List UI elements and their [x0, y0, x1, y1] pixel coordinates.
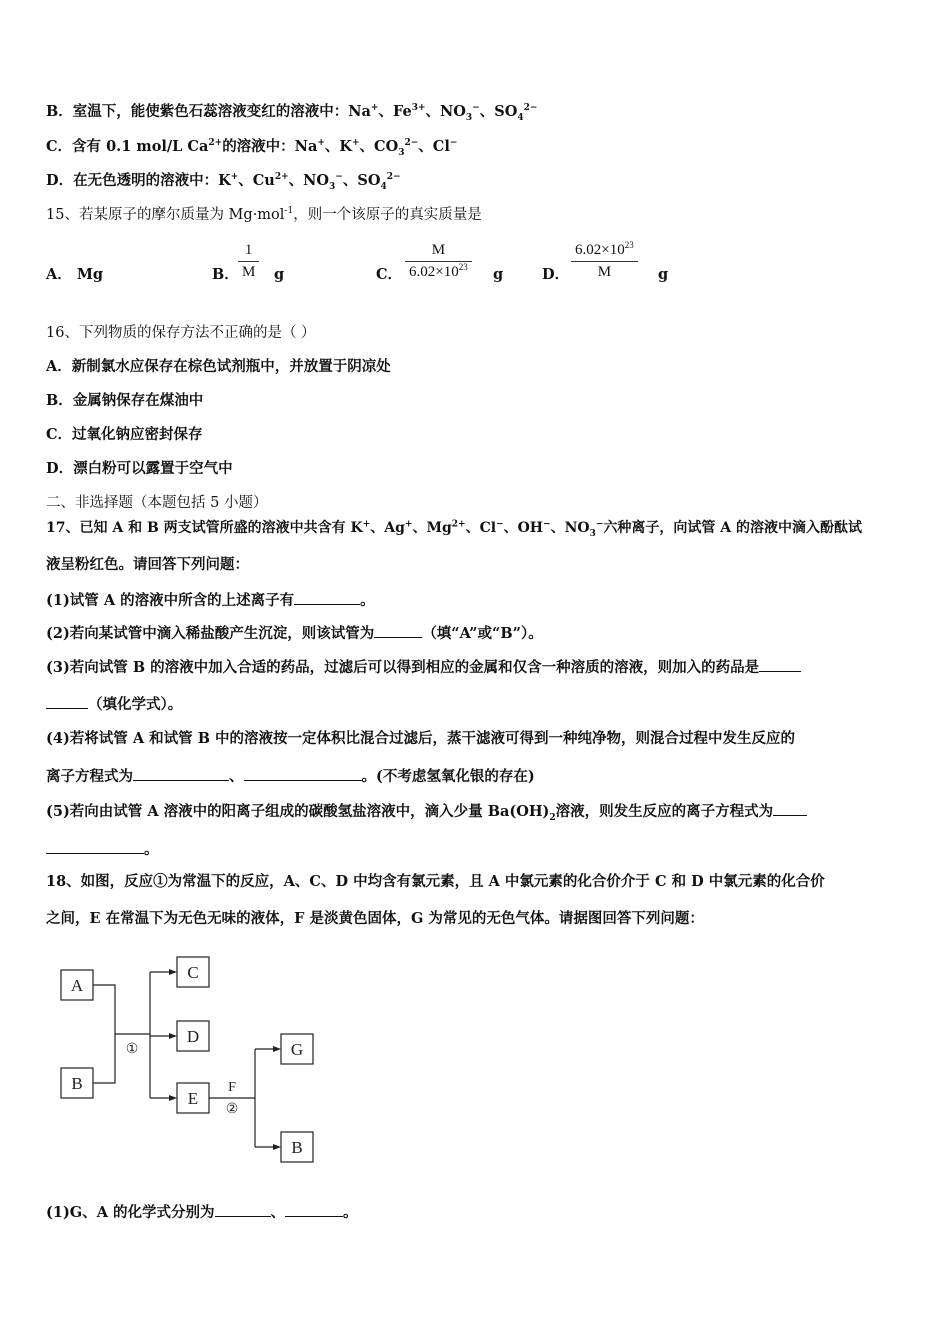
- label-c: C: [187, 963, 199, 982]
- q18-stem-line1: 18、如图，反应①为常温下的反应，A、C、D 中均含有氯元素，且 A 中氯元素的化合价介于 C 和 D 中氯元素的化合价: [46, 873, 825, 890]
- q17-part4-cont: 离子方程式为 、 。(不考虑氢氧化银的存在): [46, 768, 535, 785]
- q17-stem-line1: 17、已知 A 和 B 两支试管所盛的溶液中共含有 K+、Ag+、$Mg^{2+}$、Cl−、OH−、$NO_3^-$六种离子，向试管 A 的溶液中滴入酚酞试: [46, 519, 862, 539]
- label-b: B: [71, 1074, 83, 1093]
- label-d: D: [186, 1027, 200, 1046]
- q15-option-c-unit: g: [493, 266, 504, 283]
- reaction-2-label: ②: [225, 1102, 239, 1117]
- q18-reaction-diagram: [55, 950, 345, 1170]
- q17-part3-cont: （填化学式）。: [46, 694, 182, 715]
- q15-option-b-label: B．: [212, 266, 239, 283]
- q15-option-b-unit: g: [274, 266, 285, 283]
- reagent-f-label: F: [228, 1080, 236, 1095]
- reaction-1-label: ①: [125, 1042, 139, 1057]
- q17-stem-line2: 液呈粉红色。请回答下列问题：: [46, 556, 249, 573]
- q18-stem-line2: 之间，E 在常温下为无色无味的液体，F 是淡黄色固体，G 为常见的无色气体。请据图回答下列问题：: [46, 910, 704, 927]
- q15-option-d-unit: g: [658, 266, 669, 283]
- q14-option-b: B．室温下，能使紫色石蕊溶液变红的溶液中：Na+、$Fe^{3+}$、$NO_3^-$、$SO_4^{2-}$: [46, 103, 538, 123]
- q17-part5: (5)若向由试管 A 溶液中的阳离子组成的碳酸氢盐溶液中，滴入少量 $Ba(OH)_2$溶液，则发生反应的离子方程式为: [46, 801, 807, 822]
- q17-part1: (1)试管 A 的溶液中所含的上述离子有 。: [46, 592, 375, 609]
- q15-option-d-fraction: $6.02\times 10^{23}$ M: [571, 242, 638, 281]
- q14-option-d: D．在无色透明的溶液中：K+、$Cu^{2+}$、$NO_3^-$、$SO_4^{2-}$: [46, 172, 401, 192]
- q17-part4: (4)若将试管 A 和试管 B 中的溶液按一定体积比混合过滤后，蒸干滤液可得到一种纯净物，则混合过程中发生反应的: [46, 730, 796, 747]
- q16-option-a: A．新制氯水应保存在棕色试剂瓶中，并放置于阴凉处: [46, 358, 391, 375]
- label-e: E: [187, 1089, 199, 1108]
- q15-option-a: A． Mg: [46, 266, 104, 283]
- q15-option-d-label: D．: [542, 266, 570, 283]
- section-heading: 二、非选择题（本题包括 5 小题）: [46, 495, 268, 511]
- q15-option-c-fraction: M $6.02\times 10^{23}$: [405, 242, 472, 281]
- label-b2: B: [291, 1138, 303, 1157]
- q16-stem: 16、下列物质的保存方法不正确的是（ ）: [46, 325, 316, 341]
- q17-part3: (3)若向试管 B 的溶液中加入合适的药品，过滤后可以得到相应的金属和仅含一种溶质的溶液，则加入的药品是: [46, 657, 801, 678]
- q15-stem: 15、若某原子的摩尔质量为 Mg·mol$^{-1}$，则一个该原子的真实质量是: [46, 206, 482, 223]
- q15-option-c-label: C．: [376, 266, 403, 283]
- q15-option-b-fraction: 1 M: [238, 242, 259, 281]
- label-a: A: [70, 976, 84, 995]
- q18-part1: (1)G、A 的化学式分别为 、 。: [46, 1204, 358, 1221]
- q16-option-c: C．过氧化钠应密封保存: [46, 426, 203, 443]
- q17-part2: (2)若向某试管中滴入稀盐酸产生沉淀，则该试管为 （填“A”或“B”）。: [46, 625, 543, 642]
- label-g: G: [290, 1040, 304, 1059]
- q17-part5-cont: 。: [46, 839, 159, 860]
- q14-option-c: C．含有 0.1 mol/L $Ca^{2+}$的溶液中：Na+、K+、$CO_3^{2-}$、Cl−: [46, 138, 458, 158]
- q16-option-b: B．金属钠保存在煤油中: [46, 392, 204, 409]
- q16-option-d: D．漂白粉可以露置于空气中: [46, 460, 233, 477]
